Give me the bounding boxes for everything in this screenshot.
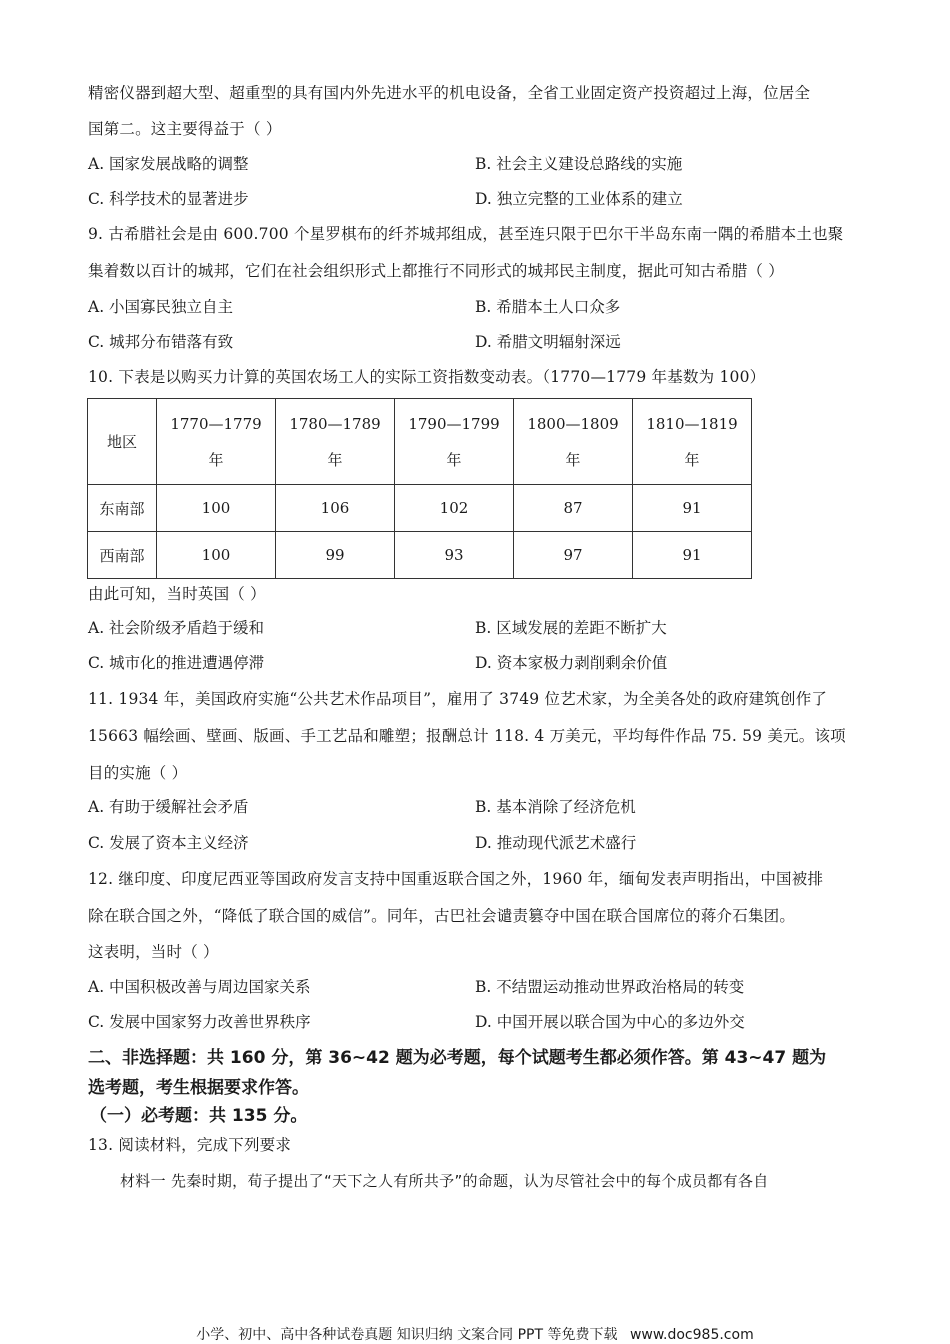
q8-option-d[interactable]: D. 独立完整的工业体系的建立: [475, 190, 683, 208]
table-cell: 91: [633, 532, 752, 579]
q11-option-b[interactable]: B. 基本消除了经济危机: [475, 798, 636, 816]
q11-stem-line-1: 11. 1934 年，美国政府实施“公共艺术作品项目”，雇用了 3749 位艺术家，为全美各处的政府建筑创作了: [88, 690, 828, 708]
q8-stem-line-2: 国第二。这主要得益于（ ）: [88, 120, 282, 138]
q12-option-a[interactable]: A. 中国积极改善与周边国家关系: [88, 978, 311, 996]
wage-index-table: [87, 398, 752, 579]
section-2-subheading: （一）必考题：共 135 分。: [90, 1106, 308, 1126]
header-region: 地区: [88, 399, 157, 485]
q11-stem-line-2: 15663 幅绘画、壁画、版画、手工艺品和雕塑；报酬总计 118. 4 万美元，平均每件作品 75. 59 美元。该项: [88, 727, 846, 745]
header-period-2: 1780—1789 年: [276, 399, 395, 485]
footer-site-link[interactable]: www.doc985.com: [629, 1327, 754, 1343]
q12-option-d[interactable]: D. 中国开展以联合国为中心的多边外交: [475, 1013, 745, 1031]
table-cell: 99: [276, 532, 395, 579]
table-cell: 100: [157, 532, 276, 579]
q12-option-b[interactable]: B. 不结盟运动推动世界政治格局的转变: [475, 978, 745, 996]
q12-option-c[interactable]: C. 发展中国家努力改善世界秩序: [88, 1013, 311, 1031]
footer-text: 小学、初中、高中各种试卷真题 知识归纳 文案合同 PPT 等免费下载: [196, 1327, 618, 1343]
table-cell: 87: [514, 485, 633, 532]
table-row: [88, 485, 752, 532]
q9-stem-line-1: 9. 古希腊社会是由 600.700 个星罗棋布的纤芥城邦组成，甚至连只限于巴尔干半岛东南一隅的希腊本土也聚: [88, 225, 844, 243]
header-period-3: 1790—1799 年: [395, 399, 514, 485]
q10-option-c[interactable]: C. 城市化的推进遭遇停滞: [88, 654, 265, 672]
table-cell: 97: [514, 532, 633, 579]
q8-stem-line-1: 精密仪器到超大型、超重型的具有国内外先进水平的机电设备，全省工业固定资产投资超过上海，位居全: [88, 84, 811, 102]
section-2-heading-line-2: 选考题，考生根据要求作答。: [88, 1078, 309, 1098]
q9-stem-line-2: 集着数以百计的城邦，它们在社会组织形式上都推行不同形式的城邦民主制度，据此可知古希腊（ ）: [88, 262, 784, 280]
section-2-heading-line-1: 二、非选择题：共 160 分，第 36~42 题为必考题，每个试题考生都必须作答。第 43~47 题为: [88, 1048, 827, 1068]
q13-stem: 13. 阅读材料，完成下列要求: [88, 1136, 292, 1154]
q10-option-a[interactable]: A. 社会阶级矛盾趋于缓和: [88, 619, 265, 637]
q12-stem-line-2: 除在联合国之外，“降低了联合国的威信”。同年，古巴社会谴责篡夺中国在联合国席位的蒋介石集团。: [88, 907, 796, 925]
table-cell: 93: [395, 532, 514, 579]
q8-option-b[interactable]: B. 社会主义建设总路线的实施: [475, 155, 683, 173]
q12-stem-line-3: 这表明，当时（ ）: [88, 943, 219, 961]
q9-option-d[interactable]: D. 希腊文明辐射深远: [475, 333, 621, 351]
table-cell: 106: [276, 485, 395, 532]
q11-option-c[interactable]: C. 发展了资本主义经济: [88, 834, 249, 852]
q9-option-a[interactable]: A. 小国寡民独立自主: [88, 298, 234, 316]
q8-option-a[interactable]: A. 国家发展战略的调整: [88, 155, 249, 173]
header-period-5: 1810—1819 年: [633, 399, 752, 485]
header-period-4: 1800—1809 年: [514, 399, 633, 485]
q13-material-1: 材料一 先秦时期，荀子提出了“天下之人有所共予”的命题，认为尽管社会中的每个成员都有各自: [120, 1172, 769, 1190]
q12-stem-line-1: 12. 继印度、印度尼西亚等国政府发言支持中国重返联合国之外，1960 年，缅甸发表声明指出，中国被排: [88, 870, 824, 888]
q10-stem: 10. 下表是以购买力计算的英国农场工人的实际工资指数变动表。（1770—1779 年基数为 100）: [88, 368, 766, 386]
table-header-row: [88, 399, 752, 485]
q10-after-table: 由此可知，当时英国（ ）: [88, 585, 266, 603]
q9-option-b[interactable]: B. 希腊本土人口众多: [475, 298, 621, 316]
q11-option-a[interactable]: A. 有助于缓解社会矛盾: [88, 798, 249, 816]
row-region: 西南部: [88, 532, 157, 579]
q11-stem-line-3: 目的实施（ ）: [88, 764, 188, 782]
q11-option-d[interactable]: D. 推动现代派艺术盛行: [475, 834, 637, 852]
q8-option-c[interactable]: C. 科学技术的显著进步: [88, 190, 249, 208]
table-cell: 102: [395, 485, 514, 532]
table-row: [88, 532, 752, 579]
table-cell: 91: [633, 485, 752, 532]
header-period-1: 1770—1779 年: [157, 399, 276, 485]
q9-option-c[interactable]: C. 城邦分布错落有致: [88, 333, 234, 351]
q10-option-d[interactable]: D. 资本家极力剥削剩余价值: [475, 654, 668, 672]
table-cell: 100: [157, 485, 276, 532]
q10-option-b[interactable]: B. 区域发展的差距不断扩大: [475, 619, 667, 637]
row-region: 东南部: [88, 485, 157, 532]
footer: [0, 1324, 950, 1344]
